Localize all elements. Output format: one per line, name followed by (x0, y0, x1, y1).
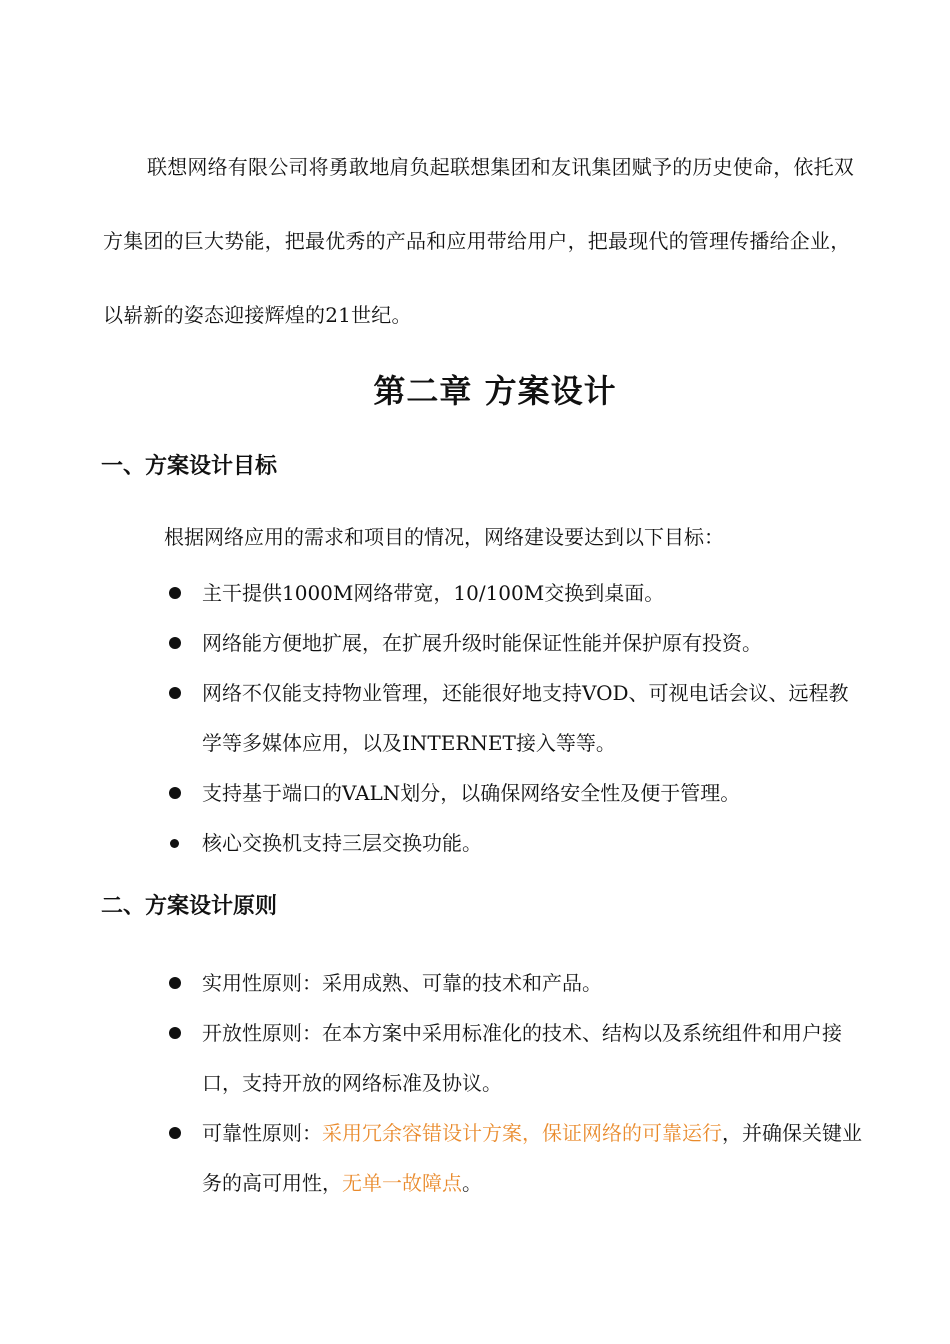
list-item (0, 818, 862, 868)
list-item (0, 568, 862, 618)
bullet-icon (169, 1027, 181, 1039)
list-item (0, 1008, 862, 1108)
list-item-suffix: 。 (462, 1171, 482, 1195)
bullet-icon (169, 977, 181, 989)
list-item (0, 618, 862, 668)
bullet-icon (169, 687, 181, 699)
list-item-text: 支持基于端口的VALN划分，以确保网络安全性及便于管理。 (202, 781, 741, 805)
goals-lead-text: 根据网络应用的需求和项目的情况，网络建设要达到以下目标： (164, 525, 724, 549)
list-item (0, 958, 862, 1008)
bullet-icon (169, 787, 181, 799)
section-title-principles: 二、方案设计原则 (101, 894, 278, 919)
list-item-text: 网络不仅能支持物业管理，还能很好地支持VOD、可视电话会议、远程教学等多媒体应用，以及INTERNET接入等等。 (202, 681, 849, 755)
list-item (0, 768, 862, 818)
list-item-text: 开放性原则：在本方案中采用标准化的技术、结构以及系统组件和用户接口，支持开放的网络标准及协议。 (202, 1021, 842, 1095)
highlight-text: 采用冗余容错设计方案，保证网络的可靠运行 (322, 1121, 722, 1145)
goals-list (0, 568, 862, 868)
section-title-goals: 一、方案设计目标 (101, 454, 278, 479)
bullet-icon (169, 587, 181, 599)
list-item-text: 核心交换机支持三层交换功能。 (202, 831, 482, 855)
bullet-icon (169, 1127, 181, 1139)
principles-list (0, 958, 862, 1208)
bullet-icon (170, 839, 179, 848)
highlight-text: 无单一故障点 (342, 1171, 462, 1195)
bullet-icon (169, 637, 181, 649)
list-item (0, 668, 862, 768)
chapter-title: 第二章 方案设计 (373, 372, 617, 410)
list-item-text: 主干提供1000M网络带宽，10/100M交换到桌面。 (202, 581, 665, 605)
list-item-middle: ，并确保关键业务的高可用性， (202, 1121, 862, 1195)
list-item (0, 1108, 862, 1208)
list-item-prefix: 可靠性原则： (202, 1121, 322, 1145)
intro-paragraph: 联想网络有限公司将勇敢地肩负起联想集团和友讯集团赋予的历史使命，依托双方集团的巨大势能，把最优秀的产品和应用带给用户，把最现代的管理传播给企业，以崭新的姿态迎接辉煌的21世纪。 (103, 155, 854, 327)
list-item-text: 实用性原则：采用成熟、可靠的技术和产品。 (202, 971, 602, 995)
list-item-text: 网络能方便地扩展，在扩展升级时能保证性能并保护原有投资。 (202, 631, 762, 655)
